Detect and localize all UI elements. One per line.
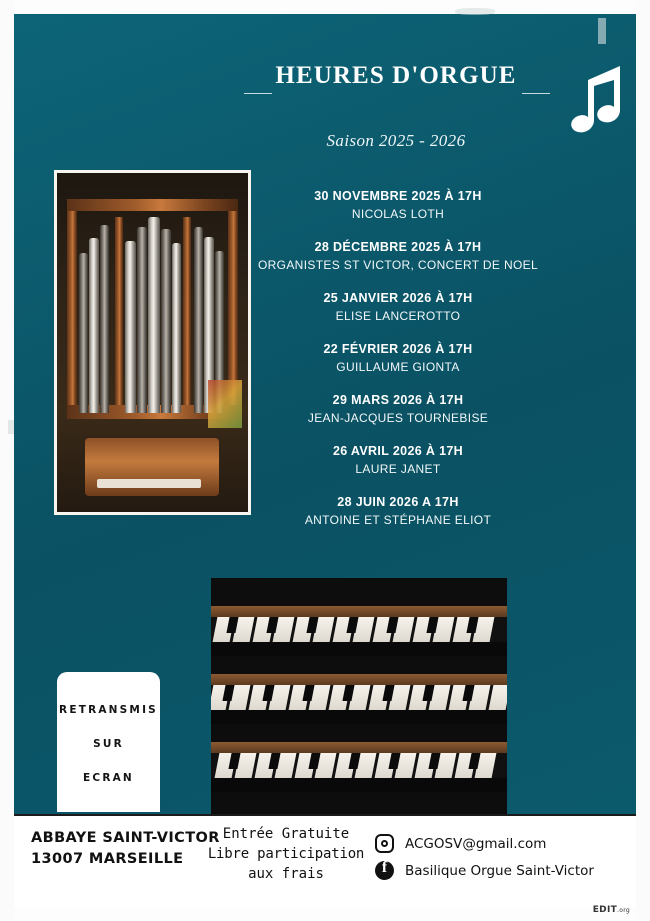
organ-case-divider xyxy=(183,217,191,405)
concert-date: 28 DÉCEMBRE 2025 À 17H xyxy=(314,240,482,254)
watermark-suffix: .org xyxy=(617,907,630,914)
broadcast-line-1: RETRANSMIS xyxy=(59,704,158,716)
concert-item xyxy=(236,392,560,426)
scan-right-edge xyxy=(636,0,650,921)
concert-item xyxy=(236,494,560,528)
title-rule-left xyxy=(244,93,272,94)
admission-note xyxy=(206,824,366,884)
keyboard-manual xyxy=(211,606,507,656)
social-links xyxy=(375,830,615,884)
venue-city: 13007 MARSEILLE xyxy=(31,851,184,867)
watermark xyxy=(593,905,630,915)
venue-name: ABBAYE SAINT-VICTOR xyxy=(31,830,220,846)
organ-pipe xyxy=(194,227,203,413)
stained-glass-detail xyxy=(208,380,242,428)
keyboard-wood-rail xyxy=(211,742,507,753)
broadcast-line-3: ECRAN xyxy=(83,772,134,784)
keyboard-manual xyxy=(211,742,507,792)
keyboard-keys xyxy=(211,617,507,642)
keyboard-shadow xyxy=(211,710,507,724)
concert-performer: NICOLAS LOTH xyxy=(351,207,445,221)
organ-pipe xyxy=(79,253,88,413)
keyboard-wood-rail xyxy=(211,674,507,685)
concert-date: 22 FÉVRIER 2026 À 17H xyxy=(323,342,473,356)
admission-line-2: Libre participation xyxy=(207,846,365,862)
admission-line-3: aux frais xyxy=(248,866,324,882)
organ-pipe xyxy=(161,229,171,413)
organ-case-top xyxy=(67,199,238,211)
white-key xyxy=(489,685,507,710)
keyboard-shadow xyxy=(211,642,507,656)
keyboard-keys xyxy=(211,753,507,778)
keyboard-wood-rail xyxy=(211,606,507,617)
scan-artifact-top xyxy=(455,8,495,15)
organ-pipe xyxy=(172,243,181,413)
concert-item xyxy=(236,443,560,477)
organ-keyboard-photo xyxy=(211,578,507,817)
concert-date: 25 JANVIER 2026 À 17H xyxy=(323,291,473,305)
organ-console-keys xyxy=(97,479,201,488)
organ-case-divider xyxy=(115,217,123,405)
concert-date: 26 AVRIL 2026 À 17H xyxy=(332,444,464,458)
venue-address xyxy=(31,828,220,870)
scan-artifact-left xyxy=(8,420,14,434)
broadcast-notice-box xyxy=(57,672,160,812)
organ-pipe xyxy=(148,217,160,413)
concert-performer: LAURE JANET xyxy=(355,462,441,476)
concert-performer: ELISE LANCEROTTO xyxy=(335,309,461,323)
watermark-text: EDIT xyxy=(592,905,618,915)
broadcast-line-2: SUR xyxy=(93,738,124,750)
organ-pipe xyxy=(100,225,109,413)
concert-date: 28 JUIN 2026 A 17H xyxy=(337,495,459,509)
poster-title: HEURES D'ORGUE xyxy=(275,62,517,89)
scan-artifact-right xyxy=(598,18,606,44)
concert-date: 30 NOVEMBRE 2025 À 17H xyxy=(314,189,482,203)
concert-item xyxy=(236,188,560,222)
footer-divider xyxy=(14,814,636,816)
organ-pipe xyxy=(137,227,147,413)
concert-list xyxy=(236,188,560,545)
concert-date: 29 MARS 2026 À 17H xyxy=(332,393,464,407)
scan-left-edge xyxy=(0,0,15,921)
admission-line-1: Entrée Gratuite xyxy=(222,826,350,842)
concert-performer: ANTOINE ET STÉPHANE ELIOT xyxy=(304,513,492,527)
concert-item xyxy=(236,341,560,375)
facebook-page: Basilique Orgue Saint-Victor xyxy=(405,862,594,879)
organ-pipes-photo xyxy=(54,170,251,515)
title-rule-right xyxy=(522,93,550,94)
concert-performer: GUILLAUME GIONTA xyxy=(336,360,460,374)
facebook-icon xyxy=(375,861,394,880)
facebook-row[interactable] xyxy=(375,857,615,884)
poster-season: Saison 2025 - 2026 xyxy=(326,131,466,150)
concert-item xyxy=(236,290,560,324)
instagram-icon xyxy=(375,834,394,853)
concert-item xyxy=(236,239,560,273)
organ-case-left xyxy=(67,211,77,411)
instagram-handle: ACGOSV@gmail.com xyxy=(405,835,547,852)
keyboard-manual xyxy=(211,674,507,724)
music-note-icon xyxy=(566,62,630,136)
instagram-row[interactable] xyxy=(375,830,615,857)
scan-top-edge xyxy=(0,0,650,15)
keyboard-keys xyxy=(211,685,507,710)
concert-performer: ORGANISTES ST VICTOR, CONCERT DE NOEL xyxy=(257,258,539,272)
organ-pipe xyxy=(125,241,136,413)
keyboard-shadow xyxy=(211,778,507,792)
organ-pipe xyxy=(89,238,99,413)
concert-performer: JEAN-JACQUES TOURNEBISE xyxy=(307,411,489,425)
